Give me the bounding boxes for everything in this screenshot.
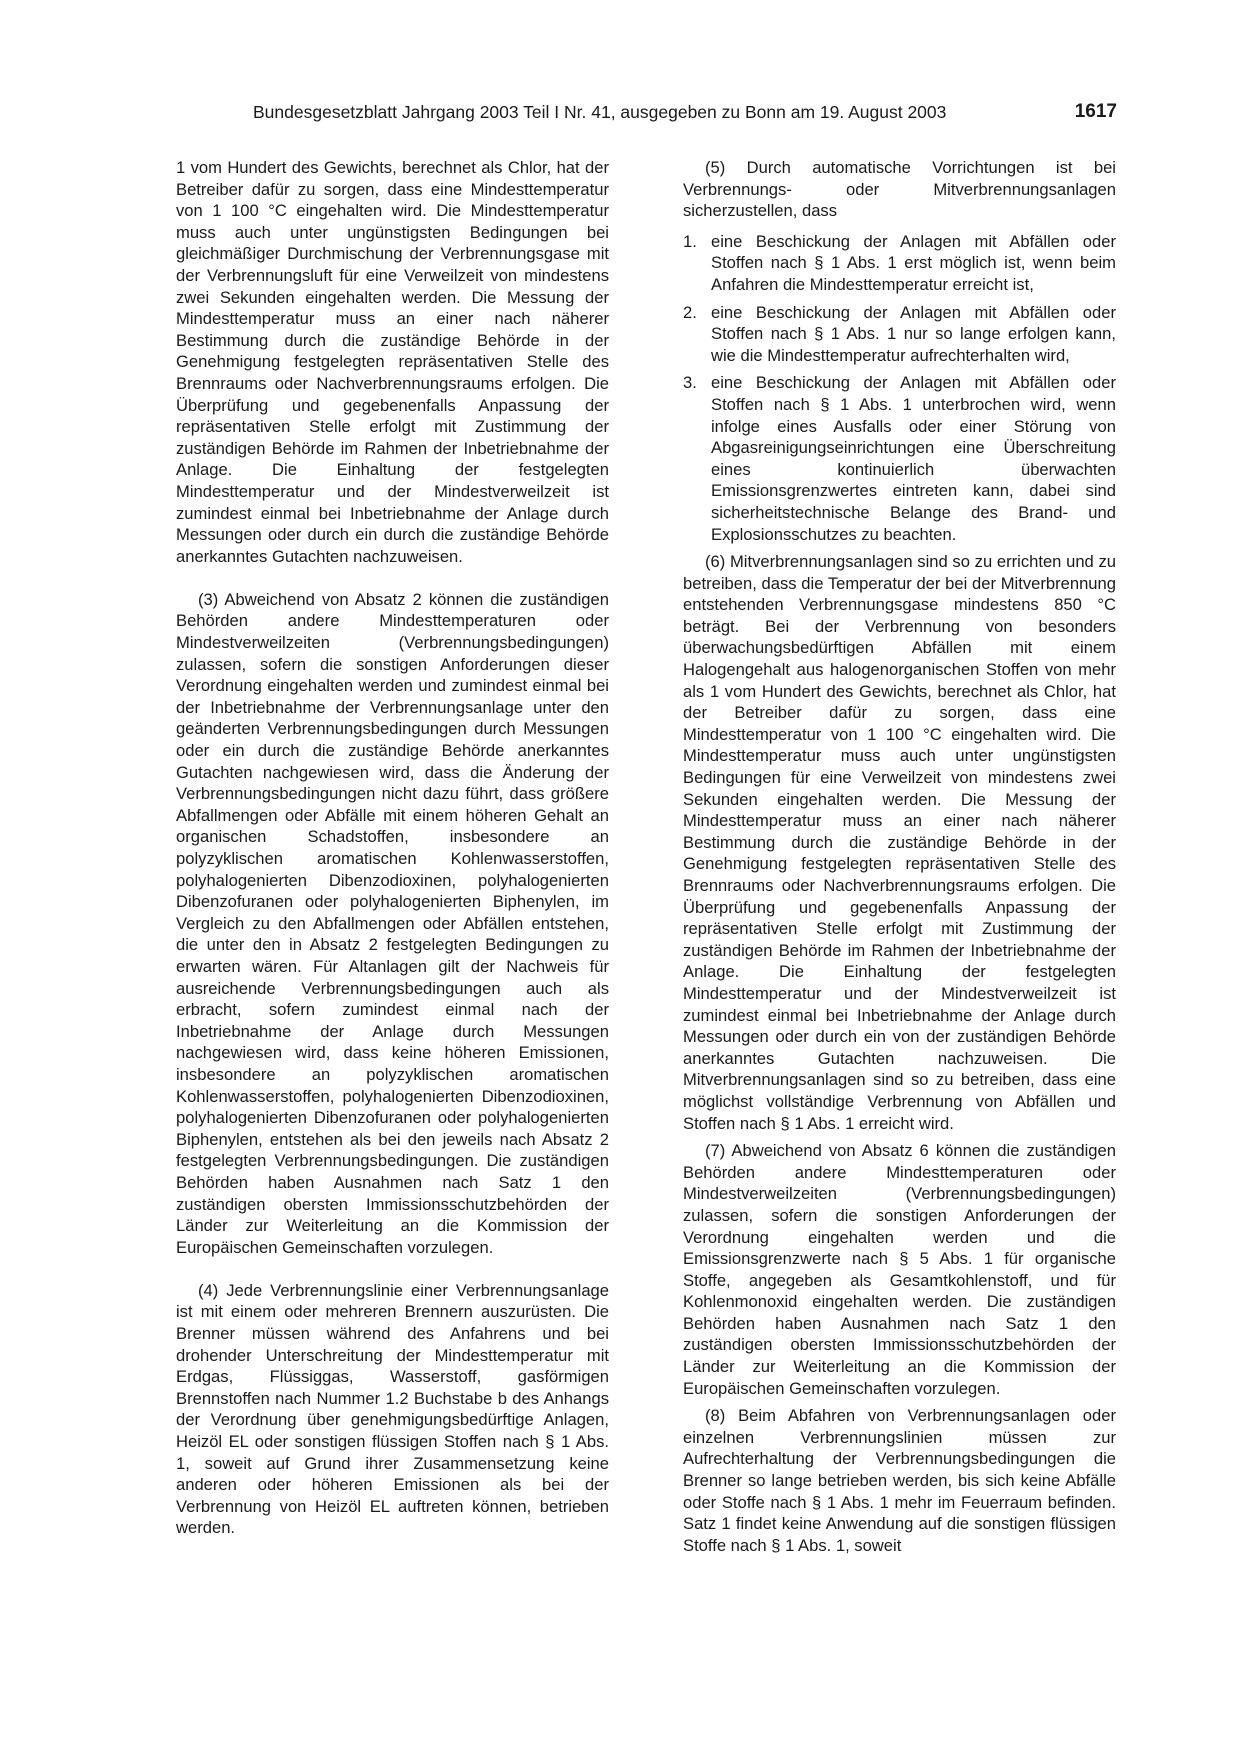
paragraph-6: (6) Mitverbrennungsanlagen sind so zu errichten und zu betreiben, dass die Temperatur der bei der Mitverbrennung entstehenden Verbrennungsgase mindestens 850 °C beträgt. Bei der Verbrennung von besonders überwachungsbedürftigen Abfällen mit einem Halogengehalt aus halogenorganischen Stoffen von mehr als 1 vom Hundert des Gewichts, berechnet als Chlor, hat der Betreiber dafür zu sorgen, dass eine Mindesttemperatur von 1 100 °C eingehalten wird. Die Mindesttemperatur muss auch unter ungünstigsten Bedingungen für eine Verweilzeit von mindestens zwei Sekunden eingehalten werden. Die Messung der Mindesttemperatur muss an einer nach näherer Bestimmung durch die zuständige Behörde in der Genehmigung festgelegten repräsentativen Stelle des Brennraums oder Nachverbrennungsraums erfolgen. Die Überprüfung und gegebenenfalls Anpassung der repräsentativen Stelle erfolgt mit Zustimmung der zuständigen Behörde im Rahmen der Inbetriebnahme der Anlage. Die Einhaltung der festgelegten Mindesttemperatur und der Mindestverweilzeit ist zumindest einmal bei Inbetriebnahme der Anlage durch Messungen oder durch ein von der zuständigen Behörde anerkanntes Gutachten nachzuweisen. Die Mitverbrennungsanlagen sind so zu betreiben, dass eine möglichst vollständige Verbrennung von Abfällen und Stoffen nach § 1 Abs. 1 erreicht wird. [683,552,1116,1133]
right-column [683,157,1116,1556]
list-item [683,231,1116,296]
paragraph-continuation: 1 vom Hundert des Gewichts, berechnet als Chlor, hat der Betreiber dafür zu sorgen, dass eine Mindesttemperatur von 1 100 °C eingehalten wird. Die Mindesttemperatur muss auch unter ungünstigsten Bedingungen bei gleichmäßiger Durchmischung der Verbrennungsgase mit der Verbrennungsluft für eine Verweilzeit von mindestens zwei Sekunden eingehalten werden. Die Messung der Mindesttemperatur muss an einer nach näherer Bestimmung durch die zuständige Behörde in der Genehmigung festgelegten repräsentativen Stelle des Brennraums oder Nachverbrennungsraums erfolgen. Die Überprüfung und gegebenenfalls Anpassung der repräsentativen Stelle erfolgt mit Zustimmung der zuständigen Behörde im Rahmen der Inbetriebnahme der Anlage. Die Einhaltung der festgelegten Mindesttemperatur und der Mindestverweilzeit ist zumindest einmal bei Inbetriebnahme der Anlage durch Messungen oder durch ein durch die zuständige Behörde anerkanntes Gutachten nachzuweisen. [176,158,609,566]
paragraph-5-intro: (5) Durch automatische Vorrichtungen ist bei Verbrennungs- oder Mitverbrennungsanlagen sicherzustellen, dass [683,158,1116,221]
paragraph-3: (3) Abweichend von Absatz 2 können die zuständigen Behörden andere Mindesttemperaturen oder Mindestverweilzeiten (Verbrennungsbedingungen) zulassen, sofern die sonstigen Anforderungen dieser Verordnung eingehalten werden und zumindest einmal bei der Inbetriebnahme der Verbrennungsanlage unter den geänderten Verbrennungsbedingungen durch Messungen oder ein durch die zuständige Behörde anerkanntes Gutachten nachgewiesen wird, dass die Änderung der Verbrennungsbedingungen nicht dazu führt, dass größere Abfallmengen oder Abfälle mit einem höheren Gehalt an organischen Schadstoffen, insbesondere an polyzyklischen aromatischen Kohlenwasserstoffen, polyhalogenierten Dibenzodioxinen, polyhalogenierten Dibenzofuranen oder polyhalogenierten Biphenylen, im Vergleich zu den Abfallmengen oder Abfällen entstehen, die unter den in Absatz 2 festgelegten Bedingungen zu erwarten wären. Für Altanlagen gilt der Nachweis für ausreichende Verbrennungsbedingungen auch als erbracht, sofern zumindest einmal nach der Inbetriebnahme der Anlage durch Messungen nachgewiesen wird, dass keine höheren Emissionen, insbesondere an polyzyklischen aromatischen Kohlenwasserstoffen, polyhalogenierten Dibenzodioxinen, polyhalogenierten Dibenzofuranen oder polyhalogenierten Biphenylen, entstehen als bei den jeweils nach Absatz 2 festgelegten Verbrennungsbedingungen. Die zuständigen Behörden haben Ausnahmen nach Satz 1 den zuständigen obersten Immissionsschutzbehörden der Länder zur Weiterleitung an die Kommission der Europäischen Gemeinschaften vorzulegen. [176,589,609,1257]
running-title: Bundesgesetzblatt Jahrgang 2003 Teil I Nr. 41, ausgegeben zu Bonn am 19. August 2003 [253,102,947,122]
page-number: 1617 [1074,101,1117,122]
paragraph-5-list [683,231,1116,545]
list-item-number: 2. [683,302,697,322]
list-item [683,372,1116,545]
list-item [683,302,1116,367]
list-item-text: eine Beschickung der Anlagen mit Abfällen oder Stoffen nach § 1 Abs. 1 nur so lange erfolgen kann, wie die Mindesttemperatur aufrechterhalten wird, [711,302,1116,365]
page-header [253,100,1117,124]
paragraph-8: (8) Beim Abfahren von Verbrennungsanlagen oder einzelnen Verbrennungslinien müssen zur Aufrechterhaltung der Verbrennungsbedingungen die Brenner so lange betrieben werden, bis sich keine Abfälle oder Stoffe nach § 1 Abs. 1 mehr im Feuerraum befinden. Satz 1 findet keine Anwendung auf die sonstigen flüssigen Stoffe nach § 1 Abs. 1, soweit [683,1406,1116,1555]
list-item-text: eine Beschickung der Anlagen mit Abfällen oder Stoffen nach § 1 Abs. 1 unterbrochen wird, wenn infolge eines Ausfalls oder einer Störung von Abgasreinigungseinrichtungen eine Überschreitung eines kontinuierlich überwachten Emissionsgrenzwertes eintreten kann, dabei sind sicherheitstechnische Belange des Brand- und Explosionsschutzes zu beachten. [711,373,1116,544]
list-item-number: 1. [683,231,697,251]
list-item-number: 3. [683,373,697,393]
list-item-text: eine Beschickung der Anlagen mit Abfällen oder Stoffen nach § 1 Abs. 1 erst möglich ist, wenn beim Anfahren die Mindesttemperatur erreicht ist, [711,231,1116,294]
paragraph-7: (7) Abweichend von Absatz 6 können die zuständigen Behörden andere Mindesttemperaturen oder Mindestverweilzeiten (Verbrennungsbedingungen) zulassen, sofern die sonstigen Anforderungen der Verordnung eingehalten werden und die Emissionsgrenzwerte nach § 5 Abs. 1 für organische Stoffe, angegeben als Gesamtkohlenstoff, und für Kohlenmonoxid eingehalten werden. Die zuständigen Behörden haben Ausnahmen nach Satz 1 den zuständigen obersten Immissionsschutzbehörden der Länder zur Weiterleitung an die Kommission der Europäischen Gemeinschaften vorzulegen. [683,1141,1116,1398]
paragraph-4: (4) Jede Verbrennungslinie einer Verbrennungsanlage ist mit einem oder mehreren Brennern auszurüsten. Die Brenner müssen während des Anfahrens und bei drohender Unterschreitung der Mindesttemperatur mit Erdgas, Flüssiggas, Wasserstoff, gasförmigen Brennstoffen nach Nummer 1.2 Buchstabe b des Anhangs der Verordnung über genehmigungsbedürftige Anlagen, Heizöl EL oder sonstigen flüssigen Stoffen nach § 1 Abs. 1, soweit auf Grund ihrer Zusammensetzung keine anderen oder höheren Emissionen als bei der Verbrennung von Heizöl EL auftreten können, betrieben werden. [176,1280,609,1538]
left-column [176,157,609,1539]
